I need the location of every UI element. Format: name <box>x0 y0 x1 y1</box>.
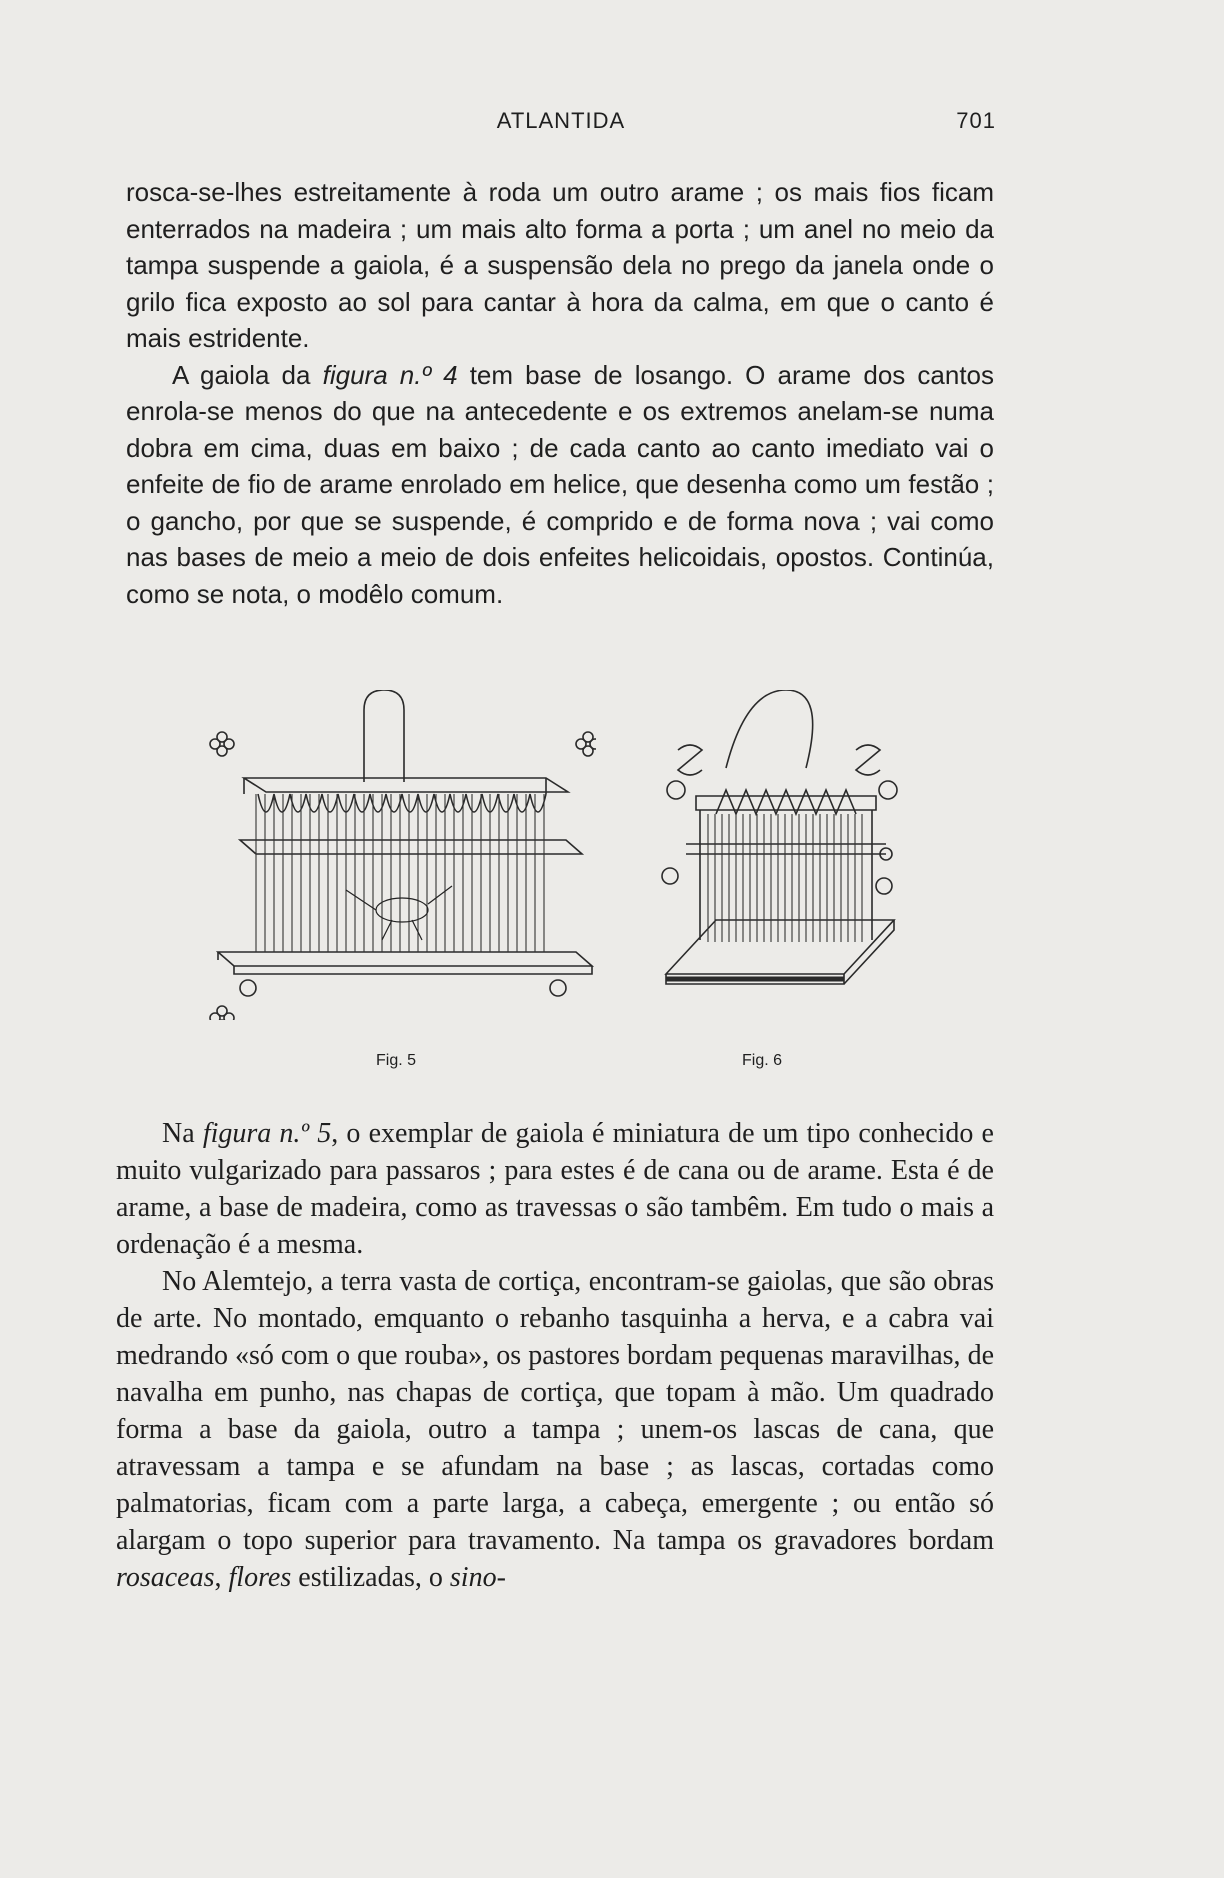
page-number: 701 <box>956 108 996 133</box>
figure-caption-fig5: Fig. 5 <box>376 1052 417 1069</box>
figure-area <box>196 690 916 1080</box>
text-run: estilizadas, o <box>291 1562 450 1593</box>
cage-illustration-fig5 <box>196 690 596 1020</box>
figure-caption-fig6: Fig. 6 <box>742 1052 783 1069</box>
ornament-icon <box>210 732 234 756</box>
text-run: , <box>214 1562 229 1593</box>
text-block-bottom <box>116 1115 994 1596</box>
text-run: Na <box>162 1118 203 1149</box>
paragraph <box>116 1115 994 1263</box>
italic-text: rosaceas <box>116 1562 215 1593</box>
paragraph <box>116 1263 994 1596</box>
text-run: A gaiola da <box>172 359 323 390</box>
text-run: rosca-se-lhes estreitamente à roda um outro arame ; os mais fios ficam enterrados na madeira ; um mais alto forma a porta ; um anel no meio da tampa suspende a gaiola, é a suspensão dela no prego da janela onde o grilo fica exposto ao sol para cantar à hora da calma, em que o canto é mais estridente. <box>126 177 994 353</box>
text-run: , o exemplar de gaiola é miniatura de um tipo conhecido e muito vulgarizado para passaros ; para estes é de cana ou de arame. Esta é de arame, a base de madeira, como as travessas o são tambêm. Em tudo o mais a ordenação é a mesma. <box>116 1118 994 1260</box>
paragraph <box>126 357 994 613</box>
text-run: tem base de losango. O arame dos cantos enrola-se menos do que na antecedente e os extremos anelam-se numa dobra em cima, duas em baixo ; de cada canto ao canto imediato vai o enfeite de fio de arame enrolado em helice, que desenha como um festão ; o gancho, por que se suspende, é comprido e de forma nova ; vai como nas bases de meio a meio de dois enfeites helicoidais, opostos. Continúa, como se nota, o modêlo comum. <box>126 359 995 609</box>
italic-text: flores <box>228 1562 292 1593</box>
running-title: ATLANTIDA <box>496 108 626 133</box>
running-header <box>126 108 996 138</box>
italic-text: figura n.º 5 <box>202 1118 332 1149</box>
text-run: No Alemtejo, a terra vasta de cortiça, encontram-se gaiolas, que são obras de arte. No montado, emquanto o rebanho tasquinha a herva, e a cabra vai medrando «só com o que rouba», os pastores bordam pequenas maravilhas, de navalha em punho, nas chapas de cortiça, que topam à mão. Um quadrado forma a base da gaiola, outro a tampa ; unem-os lascas de cana, que atravessam a tampa e se afundam na base ; as lascas, cortadas como palmatorias, ficam com a parte larga, a cabeça, emergente ; ou então só alargam o topo superior para travamento. Na tampa os gravadores bordam <box>116 1266 994 1556</box>
text-block-top <box>126 174 994 612</box>
paragraph <box>126 174 994 357</box>
ornament-icon <box>576 732 596 756</box>
italic-text: figura n.º 4 <box>322 359 458 390</box>
cage-illustration-fig6 <box>656 690 916 1030</box>
italic-text: sino- <box>449 1562 506 1593</box>
